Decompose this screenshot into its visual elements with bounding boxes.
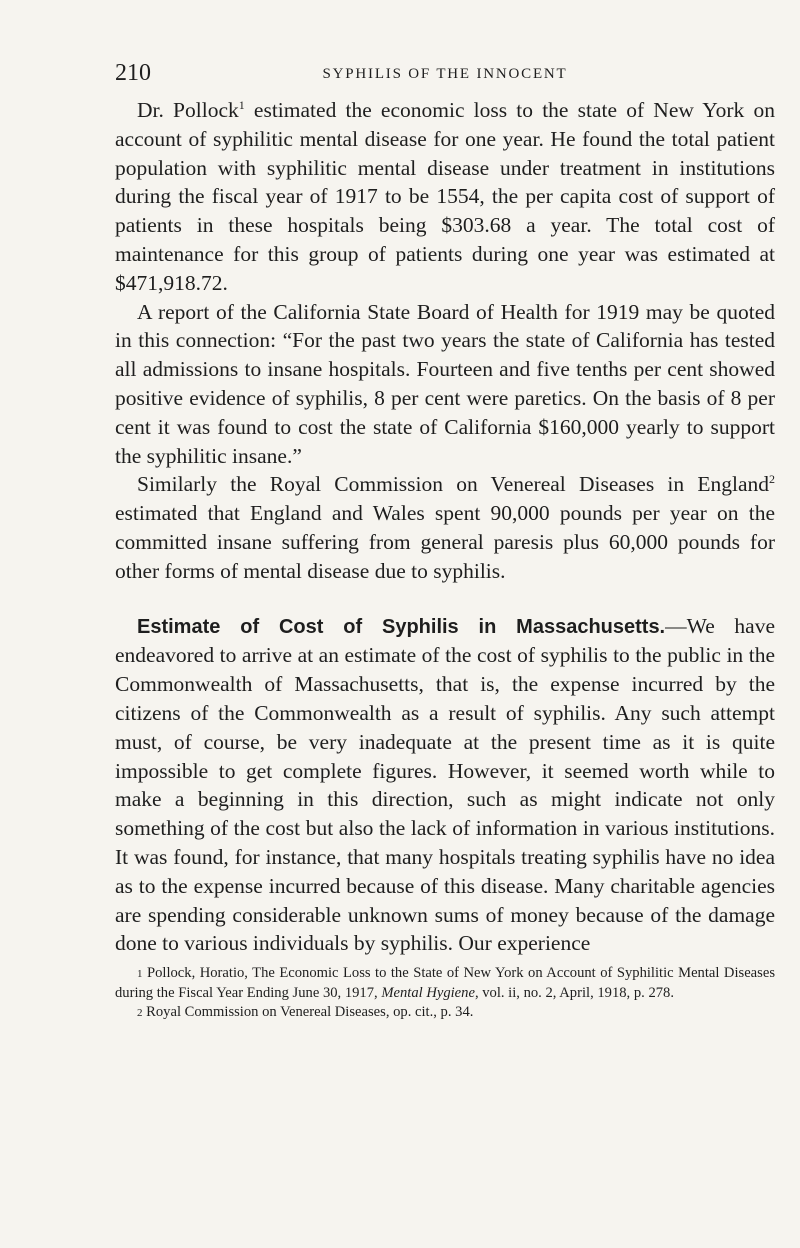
body-text (115, 96, 775, 958)
paragraph: Dr. Pollock$^1$ estimated the economic loss to the state of New York on account of syphilitic mental disease for one year. He found the total patient population with syphilitic mental disease under treatment in institutions during the fiscal year of 1917 to be 1554, the per capita cost of support of patients in these hospitals being $303.68 a year. The total cost of maintenance for this group of patients during one year was estimated at $471,918.72. (115, 98, 775, 295)
page-header (115, 56, 775, 96)
section-heading: Estimate of Cost of Syphilis in Massachusetts. (137, 615, 666, 638)
footnote-ref: 2 (769, 472, 775, 487)
paragraph: A report of the California State Board of Health for 1919 may be quoted in this connection: “For the past two years the state of California has tested all admissions to insane hospitals. Fourteen and five tenths per cent showed positive evidence of syphilis, 8 per cent were paretics. On the basis of 8 per cent it was found to cost the state of California $160,000 yearly to support the syphilitic insane.” (115, 299, 775, 468)
running-head: SYPHILIS OF THE INNOCENT (322, 66, 568, 82)
footnote-ref: 1 (238, 98, 245, 112)
paragraph: Similarly the Royal Commission on Venereal Diseases in England$^2$ estimated that England and Wales spent 90,000 pounds per year on the committed insane suffering from general paresis plus 60,000 pounds for other forms of mental disease due to syphilis. (115, 472, 775, 583)
footnotes (115, 964, 775, 1023)
footnote: 2 Royal Commission on Venereal Diseases, op. cit., p. 34. (137, 1004, 474, 1021)
footnote: 1 Pollock, Horatio, The Economic Loss to the State of New York on Account of Syphilitic Mental Diseases during the Fiscal Year Ending June 30, 1917, Mental Hygiene, vol. ii, no. 2, April, 1918, p. 278. (115, 965, 775, 1001)
book-page (115, 56, 775, 1023)
section-paragraph: Estimate of Cost of Syphilis in Massachusetts.—We have endeavored to arrive at an estimate of the cost of syphilis to the public in the Commonwealth of Massachusetts, that is, the expense incurred by the citizens of the Commonwealth as a result of syphilis. Any such attempt must, of course, be very inadequate at the present time as it is quite impossible to get complete figures. However, it seemed worth while to make a beginning in this direction, such as might indicate not only something of the cost but also the lack of information in various institutions. It was found, for instance, that many hospitals treating syphilis have no idea as to the expense incurred because of this disease. Many charitable agencies are spending considerable unknown sums of money because of the damage done to various individuals by syphilis. Our experience (115, 613, 775, 956)
page-number: 210 (115, 60, 151, 86)
